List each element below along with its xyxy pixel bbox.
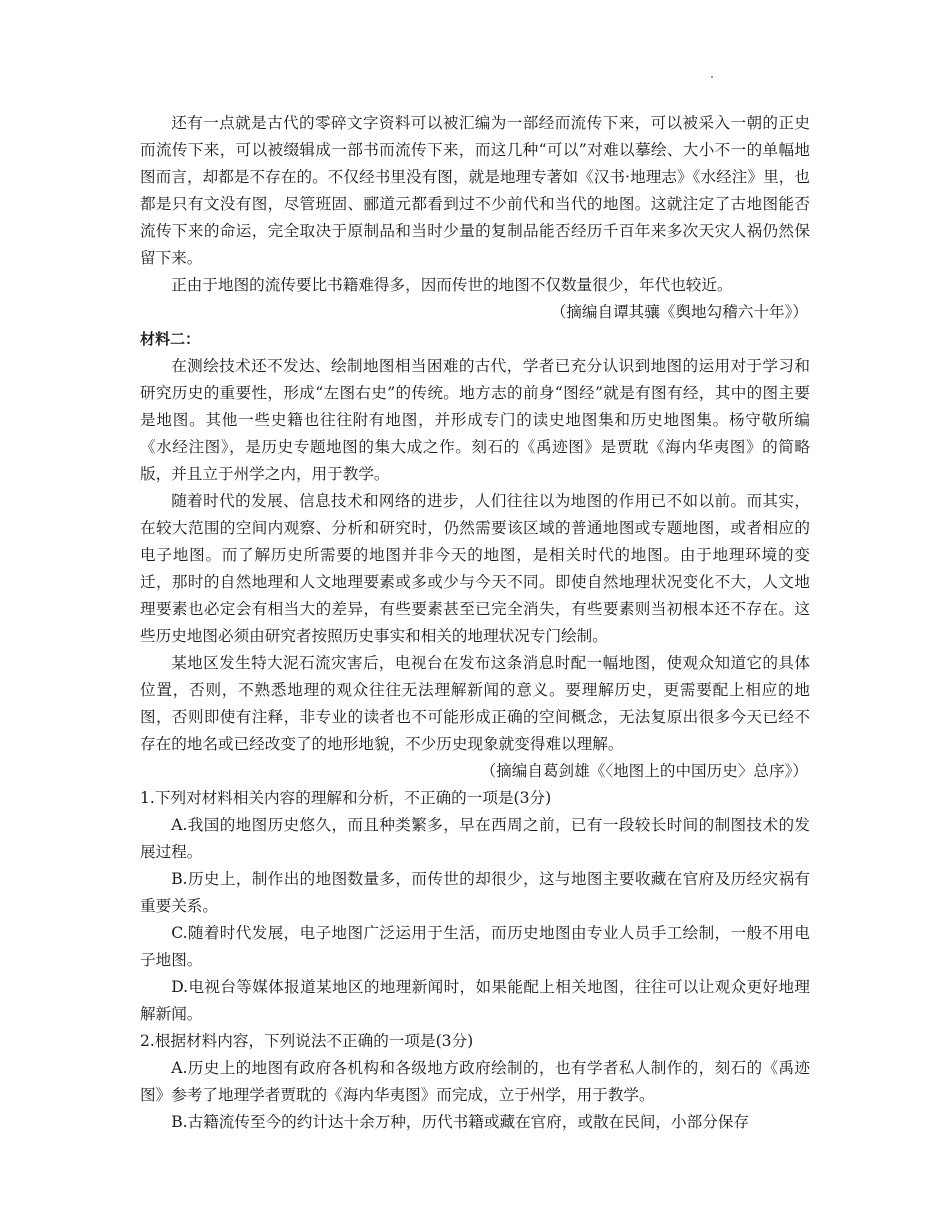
question-2-option-a: A.历史上的地图有政府各机构和各级地方政府绘制的，也有学者私人制作的，刻石的《禹迹图》参考了地理学者贾耽的《海内华夷图》而完成，立于州学，用于教学。 xyxy=(140,1059,810,1104)
question-2-option-b: B.古籍流传至今的约计达十余万种，历代书籍或藏在官府，或散在民间，小部分保存 xyxy=(171,1113,749,1131)
scan-dot xyxy=(711,76,713,78)
question-1-option-b: B.历史上，制作出的地图数量多，而传世的却很少，这与地图主要收藏在官府及历经灾祸有重要关系。 xyxy=(140,870,810,915)
question-1-stem: 1.下列对材料相关内容的理解和分析，不正确的一项是(3分) xyxy=(140,789,552,807)
question-1-option-c: C.随着时代发展，电子地图广泛运用于生活，而历史地图由专业人员手工绘制，一般不用电子地图。 xyxy=(140,924,810,969)
material2-paragraph-1: 在测绘技术还不发达、绘制地图相当困难的古代，学者已充分认识到地图的运用对于学习和研究历史的重要性，形成“左图右史”的传统。地方志的前身“图经”就是有图有经，其中的图主要是地图。其他一些史籍也往往附有地图，并形成专门的读史地图集和历史地图集。杨守敬所编《水经注图》，是历史专题地图的集大成之作。刻石的《禹迹图》是贾耽《海内华夷图》的简略版，并且立于州学之内，用于教学。 xyxy=(140,357,810,483)
question-1-option-d: D.电视台等媒体报道某地区的地理新闻时，如果能配上相关地图，往往可以让观众更好地理解新闻。 xyxy=(140,978,810,1023)
material2-paragraph-2: 随着时代的发展、信息技术和网络的进步，人们往往以为地图的作用已不如以前。而其实，在较大范围的空间内观察、分析和研究时，仍然需要该区域的普通地图或专题地图，或者相应的电子地图。而了解历史所需要的地图并非今天的地图，是相关时代的地图。由于地理环境的变迁，那时的自然地理和人文地理要素或多或少与今天不同。即使自然地理状况变化不大，人文地理要素也必定会有相当大的差异，有些要素甚至已完全消失，有些要素则当初根本还不存在。这些历史地图必须由研究者按照历史事实和相关的地理状况专门绘制。 xyxy=(140,492,810,645)
question-2-stem: 2.根据材料内容，下列说法不正确的一项是(3分) xyxy=(140,1032,474,1050)
material2-source: （摘编自葛剑雄《〈地图上的中国历史〉总序》） xyxy=(480,762,808,780)
material1-source: （摘编自谭其骧《舆地勾稽六十年》） xyxy=(550,303,808,321)
question-1-option-a: A.我国的地图历史悠久，而且种类繁多，早在西周之前，已有一段较长时间的制图技术的发展过程。 xyxy=(140,816,810,861)
material2-paragraph-3: 某地区发生特大泥石流灾害后，电视台在发布这条消息时配一幅地图，使观众知道它的具体位置，否则，不熟悉地理的观众往往无法理解新闻的意义。要理解历史，更需要配上相应的地图，否则即使有注释，非专业的读者也不可能形成正确的空间概念，无法复原出很多今天已经不存在的地名或已经改变了的地形地貌，不少历史现象就变得难以理解。 xyxy=(140,654,810,753)
material1-paragraph-1: 还有一点就是古代的零碎文字资料可以被汇编为一部经而流传下来，可以被采入一朝的正史而流传下来，可以被缀辑成一部书而流传下来，而这几种“可以”对难以摹绘、大小不一的单幅地图而言，却都是不存在的。不仅经书里没有图，就是地理专著如《汉书·地理志》《水经注》里，也都是只有文没有图，尽管班固、郦道元都看到过不少前代和当代的地图。这就注定了古地图能否流传下来的命运，完全取决于原制品和当时少量的复制品能否经历千百年来多次天灾人祸仍然保留下来。 xyxy=(140,114,810,267)
material2-heading: 材料二： xyxy=(140,330,201,348)
material1-paragraph-2: 正由于地图的流传要比书籍难得多，因而传世的地图不仅数量很少，年代也较近。 xyxy=(171,276,733,294)
document-body xyxy=(140,110,810,1136)
